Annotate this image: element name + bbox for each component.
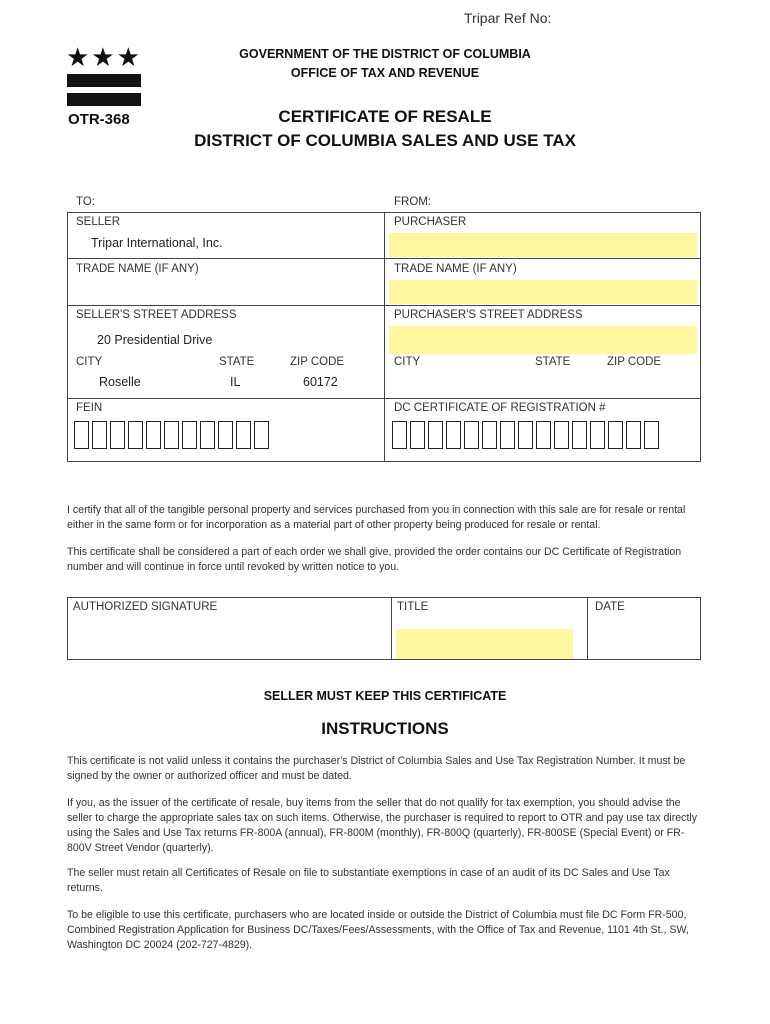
fein-digit-box[interactable] (146, 421, 161, 449)
seller-state-label: STATE (219, 356, 255, 368)
registration-digit-box[interactable] (608, 421, 623, 449)
registration-input-boxes[interactable] (392, 421, 659, 449)
column-divider (384, 212, 385, 462)
certificate-subtitle: DISTRICT OF COLUMBIA SALES AND USE TAX (194, 131, 576, 150)
purchaser-trade-name-input[interactable] (389, 280, 697, 304)
instruction-paragraph: To be eligible to use this certificate, purchasers who are located inside or outside the District of Columbia must file DC Form FR-500, Combined Registration Application for Business DC/Taxes/Fees/Assessments, with the Office of Tax and Revenue, 1101 4th St., SW, Washington DC 20024 (202-727-4829). (67, 909, 689, 951)
registration-digit-box[interactable] (464, 421, 479, 449)
purchaser-city-label: CITY (394, 356, 421, 368)
registration-digit-box[interactable] (392, 421, 407, 449)
registration-label: DC CERTIFICATE OF REGISTRATION # (394, 402, 606, 414)
fein-digit-box[interactable] (74, 421, 89, 449)
purchaser-zip-label: ZIP CODE (607, 356, 662, 368)
instruction-paragraph: If you, as the issuer of the certificate of resale, buy items from the seller that do not qualify for tax exemption, you should advise the seller to charge the appropriate sales tax on such items. Otherwise, the purchaser is required to report to OTR and pay use tax directly using the Sales and Use Tax returns FR-800A (annual), FR-800M (monthly), FR-800Q (quarterly), FR-800SE (Special Event) or FR-800V Street Vendor (quarterly). (67, 797, 698, 854)
fein-digit-box[interactable] (110, 421, 125, 449)
seller-address-label: SELLER'S STREET ADDRESS (76, 309, 237, 321)
fein-digit-box[interactable] (254, 421, 269, 449)
instruction-paragraph: This certificate is not valid unless it contains the purchaser's District of Columbia Sales and Use Tax Registration Number. It must be signed by the owner or authorized officer and must be dated. (67, 755, 686, 782)
seller-label: SELLER (76, 216, 121, 228)
seller-state-value[interactable]: IL (230, 375, 241, 389)
fein-digit-box[interactable] (182, 421, 197, 449)
seller-zip-label: ZIP CODE (290, 356, 345, 368)
registration-digit-box[interactable] (428, 421, 443, 449)
seller-name-value[interactable]: Tripar International, Inc. (91, 236, 223, 250)
office-name: OFFICE OF TAX AND REVENUE (290, 66, 480, 80)
registration-digit-box[interactable] (518, 421, 533, 449)
purchaser-name-input[interactable] (389, 233, 697, 257)
dc-flag-stars-logo: ★★★ (66, 42, 142, 72)
registration-digit-box[interactable] (500, 421, 515, 449)
certification-paragraph: I certify that all of the tangible personal property and services purchased from you in connection with this sale are for resale or rental either in the same form or for incorporation as a material part of other property being produced for resale or rental. (67, 504, 686, 531)
keep-certificate-notice: SELLER MUST KEEP THIS CERTIFICATE (263, 689, 507, 703)
registration-digit-box[interactable] (590, 421, 605, 449)
registration-digit-box[interactable] (410, 421, 425, 449)
instruction-paragraph: The seller must retain all Certificates of Resale on file to substantiate exemptions in case of an audit of its DC Sales and Use Tax returns. (67, 867, 670, 894)
row-divider (67, 398, 701, 399)
row-divider (67, 305, 701, 306)
fein-digit-box[interactable] (218, 421, 233, 449)
fein-label: FEIN (76, 402, 103, 414)
signature-divider (587, 597, 588, 660)
registration-digit-box[interactable] (554, 421, 569, 449)
date-label: DATE (595, 601, 625, 613)
purchaser-state-label: STATE (535, 356, 571, 368)
registration-digit-box[interactable] (572, 421, 587, 449)
fein-digit-box[interactable] (236, 421, 251, 449)
purchaser-trade-name-label: TRADE NAME (IF ANY) (394, 263, 517, 275)
fein-input-boxes[interactable] (74, 421, 269, 449)
seller-city-label: CITY (76, 356, 103, 368)
purchaser-label: PURCHASER (394, 216, 467, 228)
from-label: FROM: (394, 196, 432, 208)
tripar-ref-label: Tripar Ref No: (464, 10, 552, 26)
fein-digit-box[interactable] (164, 421, 179, 449)
registration-digit-box[interactable] (626, 421, 641, 449)
to-label: TO: (76, 196, 95, 208)
seller-address-value[interactable]: 20 Presidential Drive (97, 333, 213, 347)
fein-digit-box[interactable] (92, 421, 107, 449)
instructions-heading: INSTRUCTIONS (321, 719, 449, 738)
validity-paragraph: This certificate shall be considered a part of each order we shall give, provided the order contains our DC Certificate of Registration number and will continue in force until revoked by written notice to you. (67, 546, 682, 573)
registration-digit-box[interactable] (482, 421, 497, 449)
authorized-signature-label: AUTHORIZED SIGNATURE (73, 601, 218, 613)
registration-digit-box[interactable] (446, 421, 461, 449)
registration-digit-box[interactable] (536, 421, 551, 449)
fein-digit-box[interactable] (128, 421, 143, 449)
title-input[interactable] (396, 629, 573, 659)
title-label: TITLE (397, 601, 429, 613)
government-name: GOVERNMENT OF THE DISTRICT OF COLUMBIA (239, 47, 531, 61)
dc-flag-bar-bottom (67, 93, 141, 106)
fein-digit-box[interactable] (200, 421, 215, 449)
seller-city-value[interactable]: Roselle (99, 375, 141, 389)
seller-trade-name-label: TRADE NAME (IF ANY) (76, 263, 199, 275)
row-divider (67, 258, 701, 259)
form-id: OTR-368 (68, 111, 130, 128)
purchaser-address-input[interactable] (389, 326, 697, 354)
registration-digit-box[interactable] (644, 421, 659, 449)
certificate-title: CERTIFICATE OF RESALE (278, 107, 492, 126)
purchaser-address-label: PURCHASER'S STREET ADDRESS (394, 309, 583, 321)
signature-divider (391, 597, 392, 660)
seller-zip-value[interactable]: 60172 (303, 375, 338, 389)
